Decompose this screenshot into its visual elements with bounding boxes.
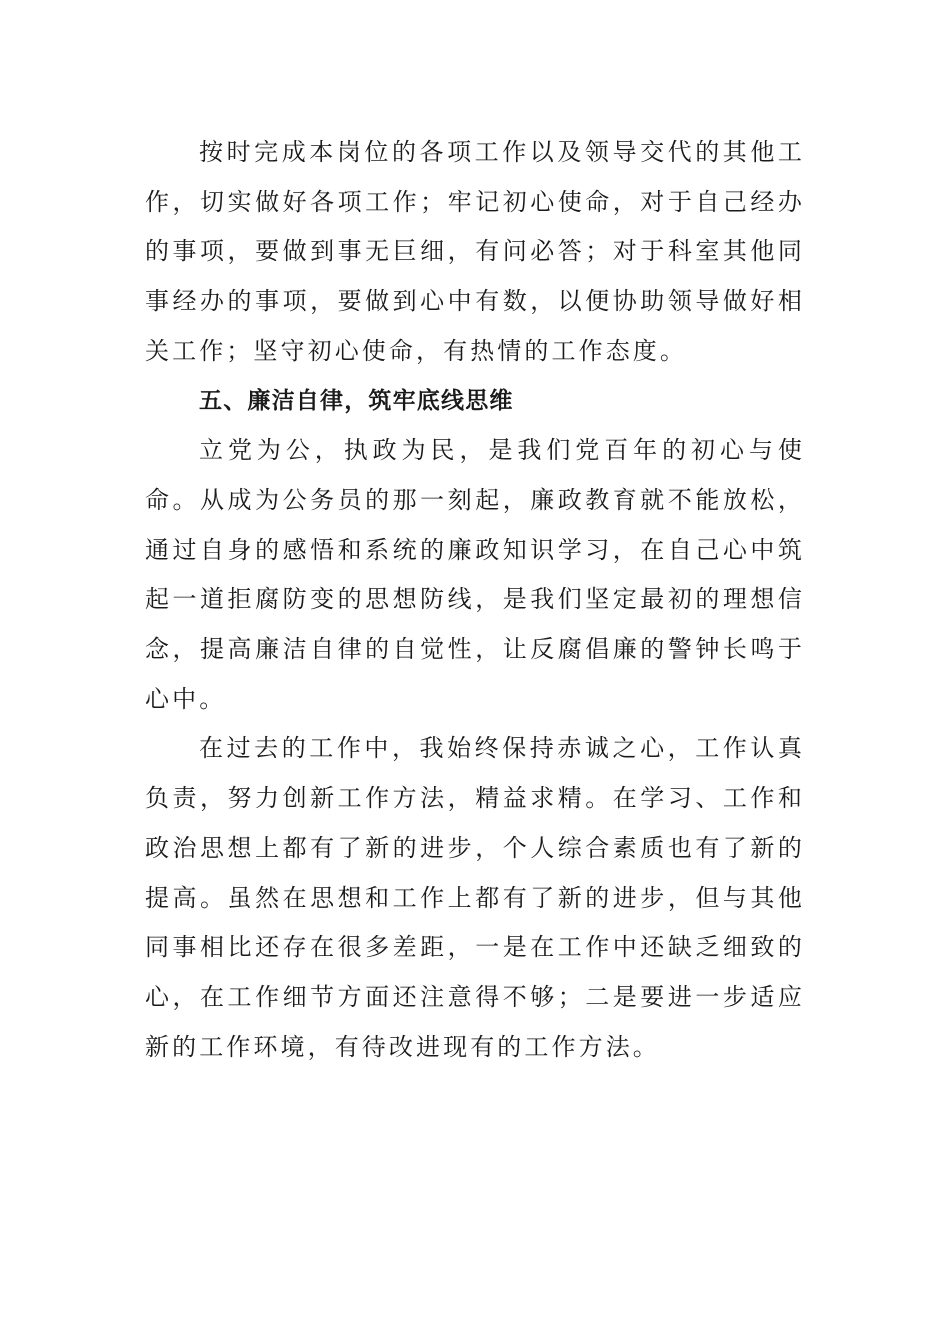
document-body <box>145 128 805 1072</box>
body-paragraph: 按时完成本岗位的各项工作以及领导交代的其他工作，切实做好各项工作；牢记初心使命，对于自己经办的事项，要做到事无巨细，有问必答；对于科室其他同事经办的事项，要做到心中有数，以便协助领导做好相关工作；坚守初心使命，有热情的工作态度。 <box>145 138 805 365</box>
section-heading: 五、廉洁自律，筑牢底线思维 <box>199 387 514 414</box>
body-paragraph: 立党为公，执政为民，是我们党百年的初心与使命。从成为公务员的那一刻起，廉政教育就不能放松，通过自身的感悟和系统的廉政知识学习，在自己心中筑起一道拒腐防变的思想防线，是我们坚定最初的理想信念，提高廉洁自律的自觉性，让反腐倡廉的警钟长鸣于心中。 <box>145 436 805 713</box>
body-paragraph: 在过去的工作中，我始终保持赤诚之心，工作认真负责，努力创新工作方法，精益求精。在学习、工作和政治思想上都有了新的进步，个人综合素质也有了新的提高。虽然在思想和工作上都有了新的进步，但与其他同事相比还存在很多差距，一是在工作中还缺乏细致的心，在工作细节方面还注意得不够；二是要进一步适应新的工作环境，有待改进现有的工作方法。 <box>145 734 805 1061</box>
